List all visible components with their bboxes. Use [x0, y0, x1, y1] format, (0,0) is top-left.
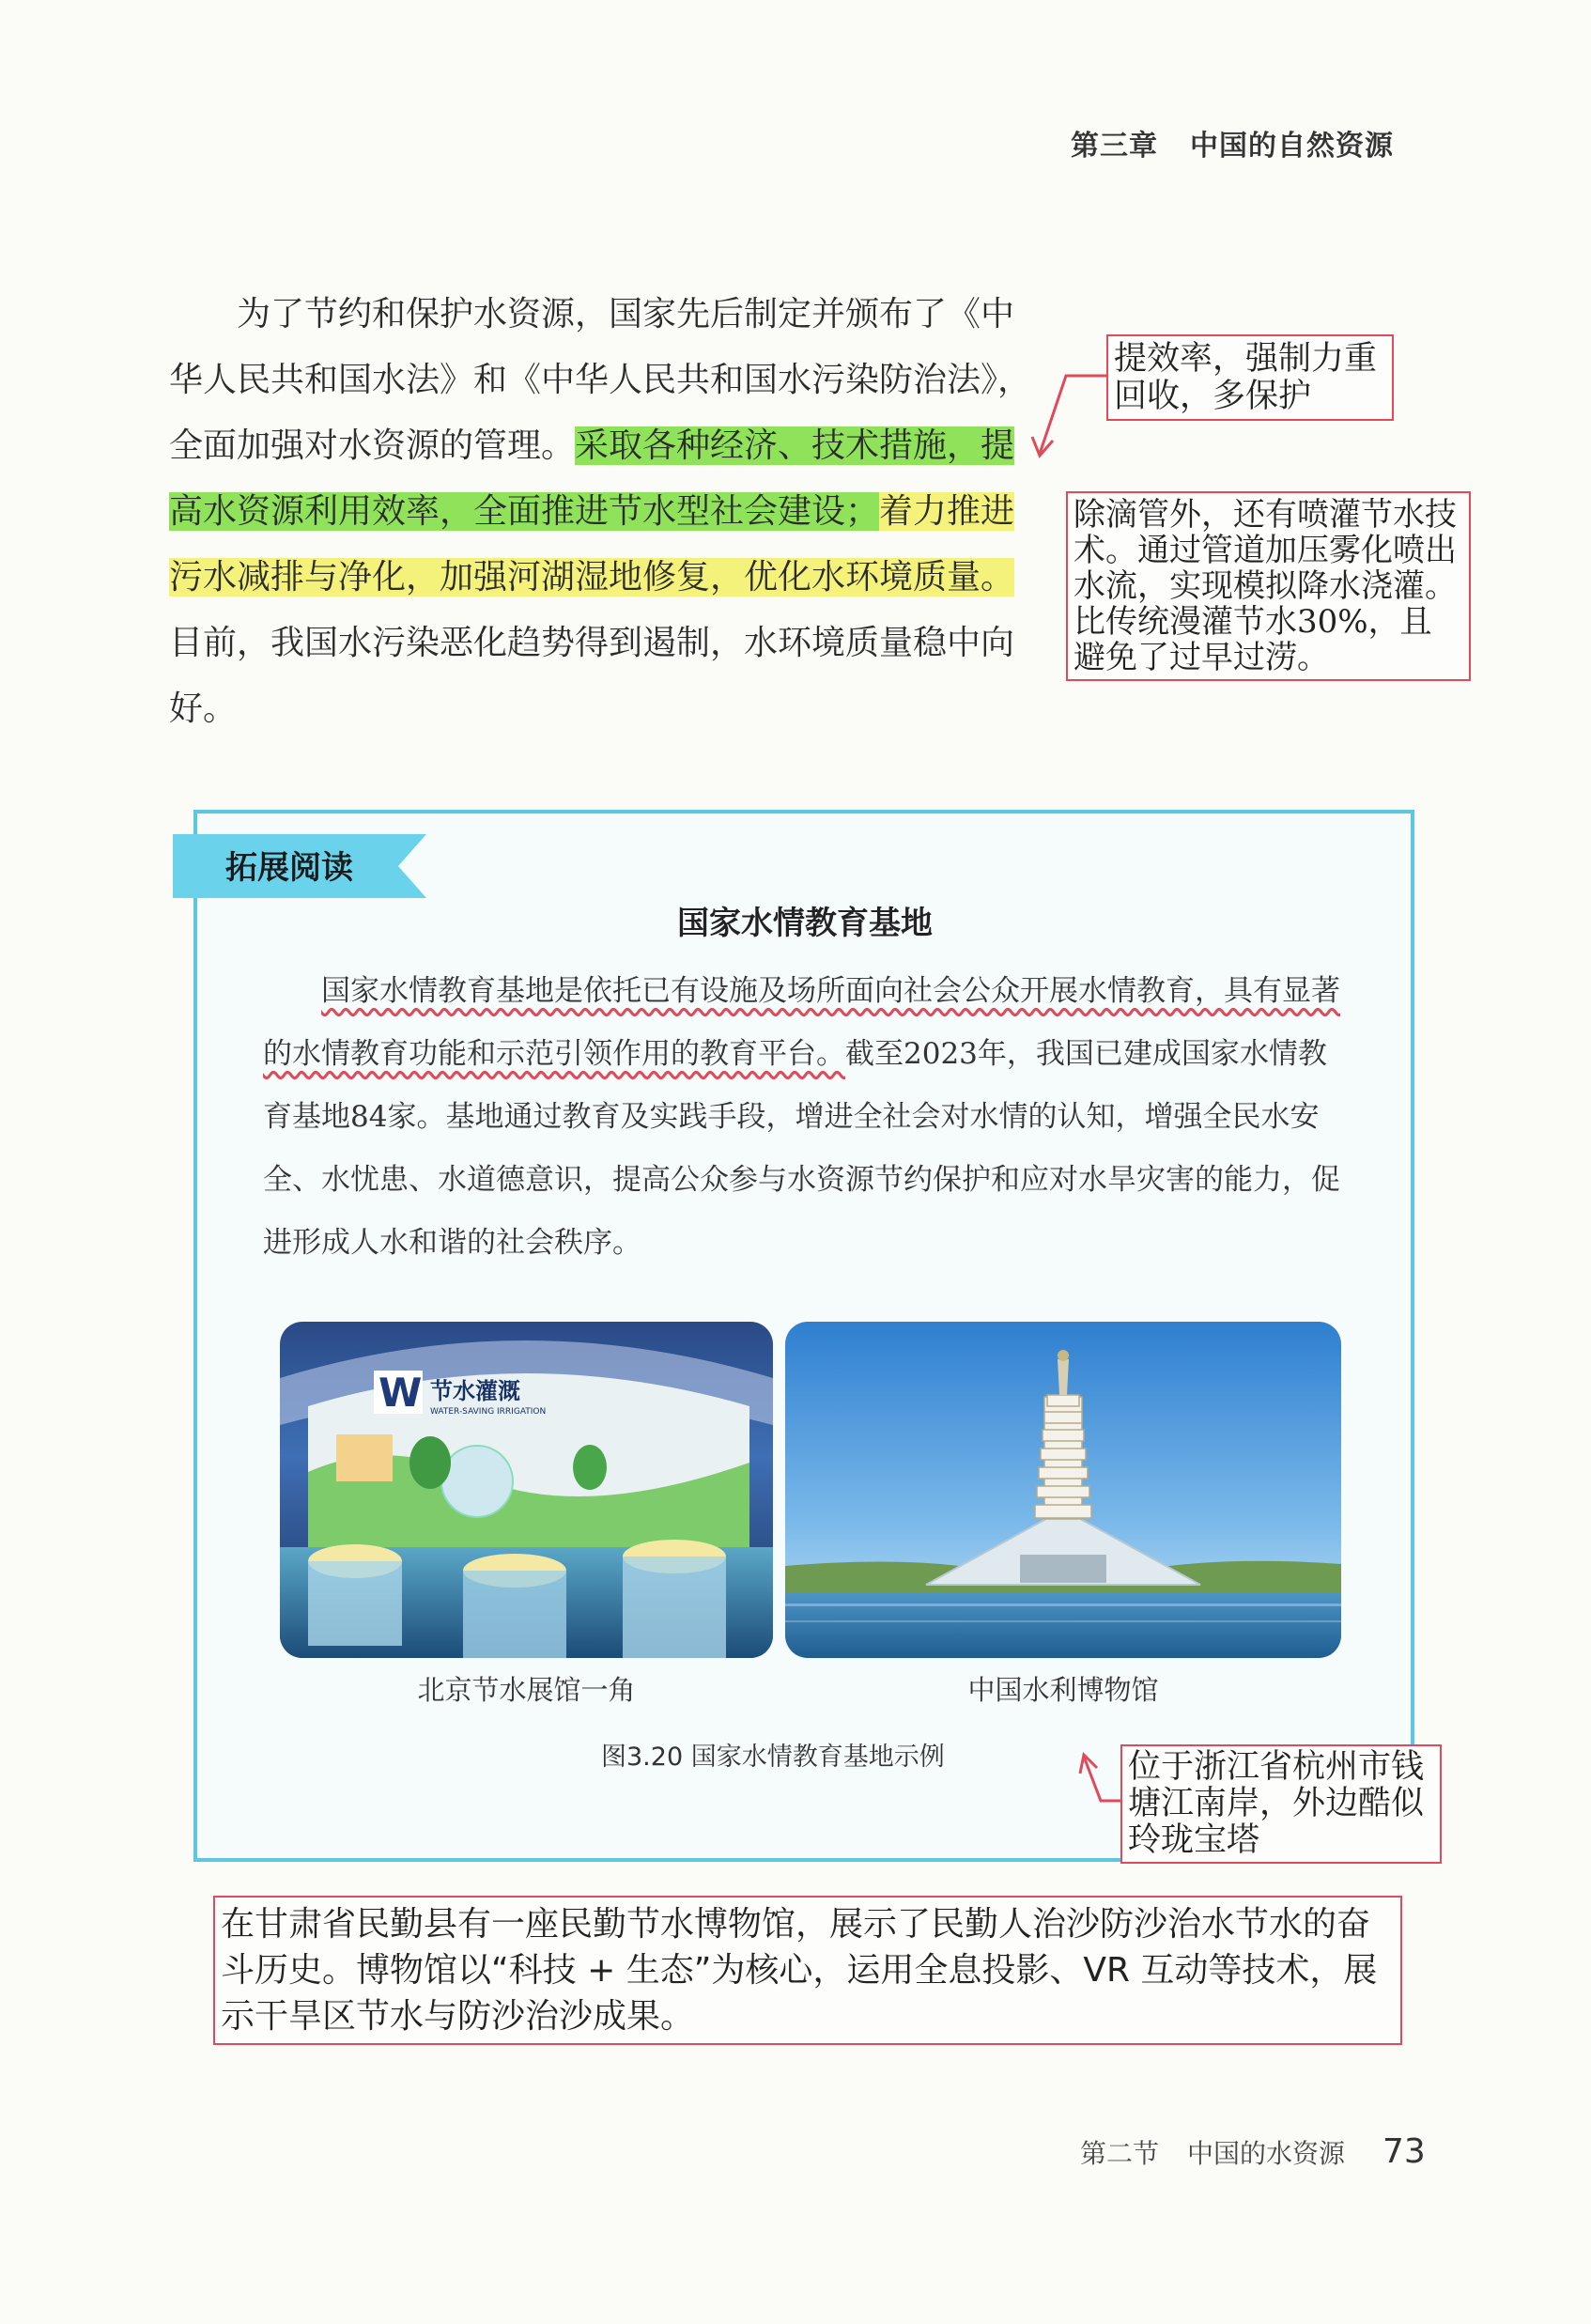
photo-water-museum [785, 1322, 1341, 1658]
reading-title: 国家水情教育基地 [677, 905, 933, 942]
annotation-arrow [1028, 371, 1113, 465]
highlight-yellow: 着力推进污水减排与净化，加强河湖湿地修复，优化水环境质量。 [169, 492, 1015, 596]
annotation-note-minqin: 在甘肃省民勤县有一座民勤节水博物馆，展示了民勤人治沙防沙治水节水的奋斗历史。博物馆以“科技 + 生态”为核心，运用全息投影、VR 互动等技术，展示干旱区节水与防沙治沙成果。 [213, 1896, 1402, 2045]
reading-tab-label: 拓展阅读 [225, 849, 353, 887]
underlined-definition: 国家水情教育基地是依托已有设施及场所面向社会公众开展水情教育，具有显著的水情教育功能和示范引领作用的教育平台。 [263, 974, 1340, 1071]
chapter-header [1071, 122, 1394, 163]
highlight-green: 采取各种经济、技术措施，提高水资源利用效率，全面推进节水型社会建设； [169, 426, 1015, 531]
figure-caption: 图3.20 国家水情教育基地示例 [601, 1743, 945, 1772]
main-text-3: 目前，我国水污染恶化趋势得到遏制，水环境质量稳中向好。 [169, 624, 1015, 728]
footer-section: 第二节 [1080, 2138, 1160, 2169]
svg-text:W: W [378, 1370, 423, 1416]
photo1-caption: 北京节水展馆一角 [417, 1674, 636, 1706]
main-paragraph [169, 282, 1033, 742]
reading-text: 截至2023年，我国已建成国家水情教育基地84家。基地通过教育及实践手段，增进全社会对水情的认知，增强全民水安全、水忧患、水道德意识，提高公众参与水资源节约保护和应对水旱灾害的能力，促进形成人水和谐的社会秩序。 [263, 1037, 1340, 1260]
page-number: 73 [1382, 2132, 1426, 2171]
annotation-note-museum: 位于浙江省杭州市钱塘江南岸，外边酷似玲珑宝塔 [1120, 1744, 1442, 1864]
chapter-title: 中国的自然资源 [1190, 130, 1394, 163]
photo1-sign: 节水灌溉 [430, 1378, 520, 1404]
reading-body [263, 960, 1352, 1275]
page-footer [1080, 2132, 1426, 2171]
chapter-number: 第三章 [1071, 130, 1158, 163]
photo1-sign-en: WATER-SAVING IRRIGATION [430, 1407, 547, 1417]
footer-section-title: 中国的水资源 [1187, 2138, 1346, 2169]
photo2-caption: 中国水利博物馆 [967, 1674, 1159, 1706]
photo-exhibition-hall [280, 1322, 773, 1658]
annotation-note-efficiency: 提效率，强制力重回收，多保护 [1106, 334, 1394, 421]
annotation-note-irrigation: 除滴管外，还有喷灌节水技术。通过管道加压雾化喷出水流，实现模拟降水浇灌。比传统漫灌节水30%，且避免了过早过涝。 [1066, 491, 1471, 681]
main-text-1: 为了节约和保护水资源，国家先后制定并颁布了《中华人民共和国水法》和《中华人民共和国水污染防治法》，全面加强对水资源的管理。 [169, 295, 1032, 465]
